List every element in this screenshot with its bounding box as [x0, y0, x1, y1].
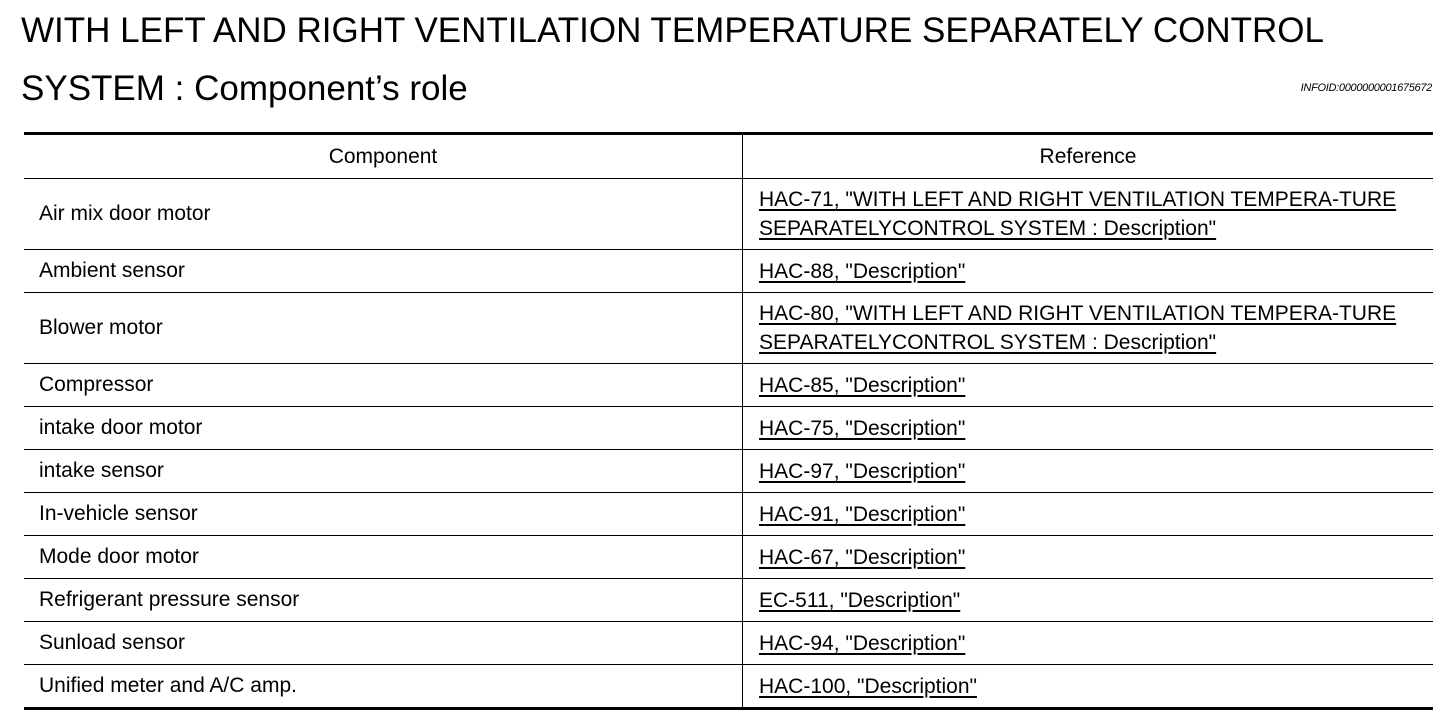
reference-link[interactable]: HAC-85, "Description"	[759, 373, 966, 397]
component-cell: Mode door motor	[24, 536, 743, 579]
reference-link[interactable]: EC-511, "Description"	[759, 588, 961, 612]
component-cell: intake door motor	[24, 407, 743, 450]
reference-link[interactable]: HAC-88, "Description"	[759, 259, 966, 283]
reference-cell	[743, 579, 1434, 622]
header-reference: Reference	[743, 134, 1434, 179]
table-row	[24, 293, 1433, 364]
component-cell: Compressor	[24, 364, 743, 407]
page-title	[21, 2, 1441, 118]
reference-cell	[743, 536, 1434, 579]
reference-link[interactable]: HAC-94, "Description"	[759, 631, 966, 655]
component-cell: Refrigerant pressure sensor	[24, 579, 743, 622]
info-id: INFOID:0000000001675672	[1300, 82, 1432, 94]
reference-cell	[743, 293, 1434, 364]
component-table	[24, 132, 1433, 710]
page-title-line-1: WITH LEFT AND RIGHT VENTILATION TEMPERATURE SEPARATELY CONTROL	[21, 11, 1324, 50]
table-row	[24, 493, 1433, 536]
reference-link[interactable]: HAC-100, "Description"	[759, 674, 977, 698]
table-row	[24, 407, 1433, 450]
reference-link[interactable]: HAC-97, "Description"	[759, 459, 966, 483]
component-cell: Unified meter and A/C amp.	[24, 665, 743, 709]
reference-cell	[743, 407, 1434, 450]
component-cell: Ambient sensor	[24, 250, 743, 293]
table-row	[24, 536, 1433, 579]
reference-cell	[743, 250, 1434, 293]
reference-link[interactable]: HAC-71, "WITH LEFT AND RIGHT VENTILATION TEMPERA-TURE SEPARATELYCONTROL SYSTEM : Description"	[759, 188, 1397, 240]
table-row	[24, 665, 1433, 709]
page-title-line-2: SYSTEM : Component’s role	[21, 69, 468, 108]
reference-cell	[743, 622, 1434, 665]
reference-link[interactable]: HAC-80, "WITH LEFT AND RIGHT VENTILATION TEMPERA-TURE SEPARATELYCONTROL SYSTEM : Description"	[759, 302, 1397, 354]
table-row	[24, 364, 1433, 407]
reference-link[interactable]: HAC-75, "Description"	[759, 416, 966, 440]
table-row	[24, 450, 1433, 493]
reference-link[interactable]: HAC-67, "Description"	[759, 545, 966, 569]
header-component: Component	[24, 134, 743, 179]
component-cell: In-vehicle sensor	[24, 493, 743, 536]
table-row	[24, 179, 1433, 250]
component-cell: intake sensor	[24, 450, 743, 493]
table-row	[24, 622, 1433, 665]
reference-link[interactable]: HAC-91, "Description"	[759, 502, 966, 526]
component-cell: Sunload sensor	[24, 622, 743, 665]
reference-cell	[743, 493, 1434, 536]
component-cell: Air mix door motor	[24, 179, 743, 250]
table-row	[24, 579, 1433, 622]
reference-cell	[743, 179, 1434, 250]
reference-cell	[743, 364, 1434, 407]
table-row	[24, 250, 1433, 293]
reference-cell	[743, 665, 1434, 709]
component-cell: Blower motor	[24, 293, 743, 364]
reference-cell	[743, 450, 1434, 493]
table-header-row	[24, 134, 1433, 179]
